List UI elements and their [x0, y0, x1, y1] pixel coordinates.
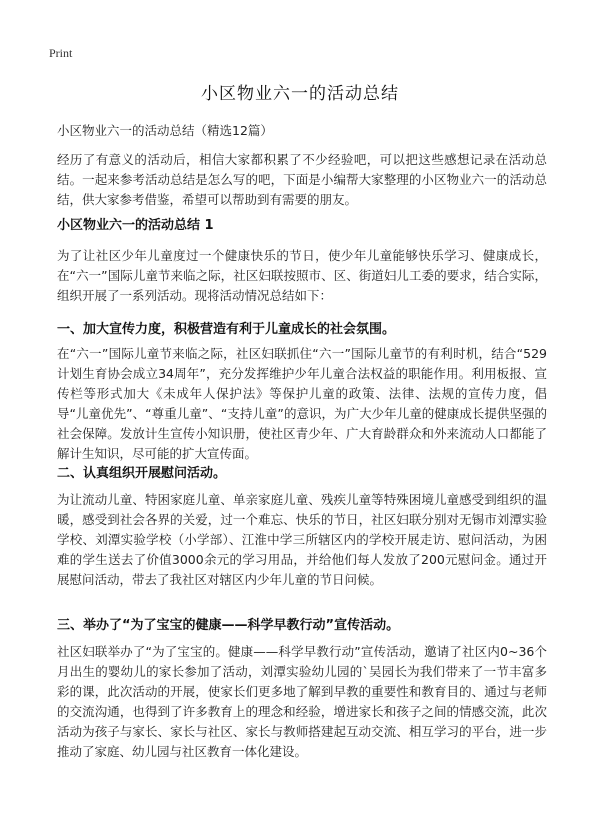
paragraph-visits: 为让流动儿童、特困家庭儿童、单亲家庭儿童、残疾儿童等特殊困境儿童感受到组织的温暖，感受到社会各界的关爱，过一个难忘、快乐的节日，社区妇联分别对无锡市刘潭实验学校、刘潭实验学校（小学部）、江淮中学三所辖区内的学校开展走访、慰问活动，为困难的学生送去了价值3000余元的学习用品，并给他们每人发放了200元慰问金。通过开展慰问活动，带去了我社区对辖区内少年儿童的节日问候。: [57, 492, 547, 587]
document-subtitle: 小区物业六一的活动总结（精选12篇）: [57, 123, 273, 138]
section-heading: 小区物业六一的活动总结 1: [57, 218, 214, 233]
subheading-visits: 二、认真组织开展慰问活动。: [57, 466, 227, 481]
section-paragraph: 为了让社区少年儿童度过一个健康快乐的节日，使少年儿童能够快乐学习、健康成长，在“六一”国际儿童节来临之际，社区妇联按照市、区、街道妇儿工委的要求，结合实际，组织开展了一系列活动。现将活动情况总结如下：: [57, 248, 547, 303]
paragraph-publicity: 在“六一”国际儿童节来临之际，社区妇联抓住“六一”国际儿童节的有利时机，结合“529计划生育协会成立34周年”，充分发挥维护少年儿童合法权益的职能作用。利用板报、宣传栏等形式加大《未成年人保护法》等保护儿童的政策、法律、法规的宣传力度，倡导“儿童优先”、“尊重儿童”、“支持儿童”的意识，为广大少年儿童的健康成长提供坚强的社会保障。发放计生宣传小知识册，使社区青少年、广大育龄群众和外来流动人口都能了解计生知识，尽可能的扩大宣传面。: [57, 346, 547, 461]
print-link[interactable]: Print: [49, 46, 73, 60]
subheading-early-education: 三、举办了“为了宝宝的健康——科学早教行动”宣传活动。: [57, 618, 400, 633]
intro-paragraph: 经历了有意义的活动后，相信大家都积累了不少经验吧，可以把这些感想记录在活动总结。一起来参考活动总结是怎么写的吧，下面是小编帮大家整理的小区物业六一的活动总结，供大家参考借鉴，希望可以帮助到有需要的朋友。: [57, 152, 547, 207]
subheading-publicity: 一、加大宣传力度，积极营造有利于儿童成长的社会氛围。: [57, 322, 396, 337]
page-title: 小区物业六一的活动总结: [201, 84, 399, 104]
paragraph-early-education: 社区妇联举办了“为了宝宝的。健康——科学早教行动”宣传活动，邀请了社区内0~36个月出生的婴幼儿的家长参加了活动，刘潭实验幼儿园的`吴园长为我们带来了一节丰富多彩的课，此次活动的开展，使家长们更多地了解到早教的重要性和教育目的、通过与老师的交流沟通，也得到了许多教育上的理念和经验，增进家长和孩子之间的情感交流，此次活动为孩子与家长、家长与社区、家长与教师搭建起互动交流、相互学习的平台，进一步推动了家庭、幼儿园与社区教育一体化建设。: [57, 644, 547, 759]
